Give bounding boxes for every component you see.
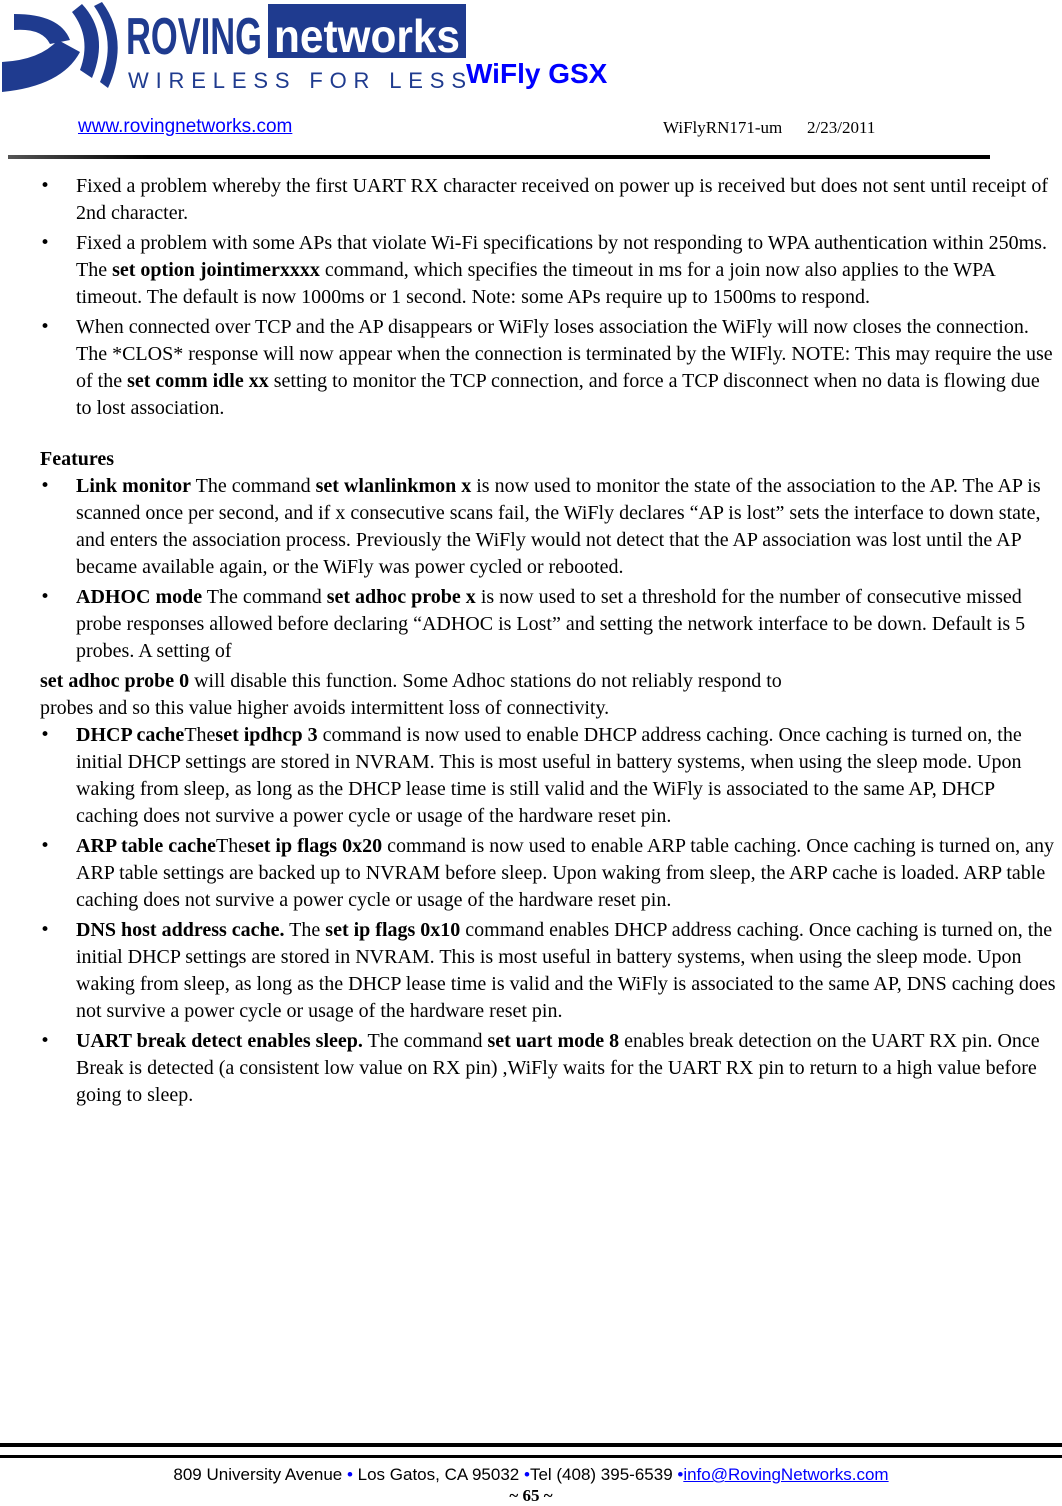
footer-divider-secondary bbox=[0, 1455, 1062, 1458]
feature-text: The bbox=[215, 835, 248, 857]
feature-item bbox=[40, 833, 1058, 914]
feature-item bbox=[40, 722, 1058, 830]
feature-text: is now used to set a threshold for the number of consecutive missed probe responses allowed before declaring “ADHOC is Lost” and setting the network interface to be down. Default is 5 probes. A setting of bbox=[76, 586, 1026, 662]
feature-list bbox=[40, 473, 1058, 665]
feature-title: DNS host address cache. bbox=[76, 919, 285, 941]
feature-text: command is now used to enable DHCP address caching. Once caching is turned on, the initial DHCP settings are stored in NVRAM. This is most useful in battery systems, when using the sleep mode. Upon waking from sleep, as long as the DHCP lease time is still valid and the WiFly is associated to the same AP, DHCP caching does not survive a power cycle or usage of the hardware reset pin. bbox=[76, 724, 1022, 827]
fix-text: Fixed a problem with some APs that violate Wi-Fi specifications by not responding to WPA authentication within 250ms. The bbox=[76, 232, 1047, 281]
feature-list-continued bbox=[40, 722, 1058, 1109]
fix-text: When connected over TCP and the AP disappears or WiFly loses association the WiFly will now closes the connection. The *CLOS* response will now appear when the connection is terminated by the WIFly. NOTE: This may require the use of the bbox=[76, 316, 1053, 392]
command-text: set uart mode 8 bbox=[487, 1030, 620, 1052]
footer-phone: Tel (408) 395-6539 bbox=[529, 1465, 678, 1484]
command-text: set adhoc probe x bbox=[326, 586, 476, 608]
fix-list bbox=[40, 173, 1058, 422]
logo-tagline: WIRELESS FOR LESS bbox=[128, 68, 466, 93]
feature-title: DHCP cache bbox=[76, 724, 185, 746]
command-text: set ipdhcp 3 bbox=[215, 724, 318, 746]
document-id: WiFlyRN171-um bbox=[663, 118, 783, 137]
feature-item bbox=[40, 1028, 1058, 1109]
list-item bbox=[40, 314, 1058, 422]
footer-city: Los Gatos, CA 95032 bbox=[352, 1465, 524, 1484]
feature-text: enables break detection on the UART RX pin. Once Break is detected (a consistent low value on RX pin) ,WiFly waits for the UART RX pin to return to a high value before going to sleep. bbox=[76, 1030, 1040, 1106]
features-heading: Features bbox=[40, 448, 115, 470]
feature-text: The command bbox=[191, 475, 316, 497]
command-text: set ip flags 0x10 bbox=[325, 919, 461, 941]
roving-networks-logo bbox=[0, 0, 470, 96]
feature-title: ARP table cache bbox=[76, 835, 216, 857]
product-title: WiFly GSX bbox=[466, 58, 608, 89]
bullet-separator: • bbox=[346, 1465, 353, 1484]
feature-text: is now used to monitor the state of the association to the AP. The AP is scanned once per second, and if x consecutive scans fail, the WiFly declares “AP is lost” sets the interface to down state, and enters the association process. Previously the WiFly would not detect that the AP association was lost until the AP became available again, or the WiFly was power cycled or rebooted. bbox=[76, 475, 1041, 578]
footer-address: 809 University Avenue bbox=[173, 1465, 347, 1484]
feature-text: command is now used to enable ARP table caching. Once caching is turned on, any ARP table settings are backed up to NVRAM before sleep. Upon waking from sleep, the ARP cache is loaded. ARP table caching does not survive a power cycle or usage of the hardware reset pin. bbox=[76, 835, 1054, 911]
page-number: ~ 65 ~ bbox=[509, 1486, 553, 1505]
header-divider bbox=[8, 155, 990, 159]
fix-text: command, which specifies the timeout in ms for a join now also applies to the WPA timeout. The default is now 1000ms or 1 second. Note: some APs require up to 1500ms to respond. bbox=[76, 259, 995, 308]
footer-email-link[interactable]: info@RovingNetworks.com bbox=[683, 1465, 889, 1484]
list-item bbox=[40, 173, 1058, 227]
feature-text: The command bbox=[202, 586, 327, 608]
command-text: set ip flags 0x20 bbox=[247, 835, 383, 857]
bullet-separator: • bbox=[523, 1465, 530, 1484]
list-item bbox=[40, 230, 1058, 311]
fix-text: setting to monitor the TCP connection, and force a TCP disconnect when no data is flowing due to lost association. bbox=[76, 370, 1040, 419]
footer-contact bbox=[0, 1465, 1062, 1485]
feature-text: The bbox=[184, 724, 216, 746]
page-content bbox=[40, 173, 1058, 1112]
footer-divider bbox=[0, 1443, 1062, 1447]
feature-continuation-text: probes and so this value higher avoids intermittent loss of connectivity. bbox=[40, 697, 610, 719]
feature-title: Link monitor bbox=[76, 475, 192, 497]
command-text: set adhoc probe 0 bbox=[40, 670, 190, 692]
feature-title: ADHOC mode bbox=[76, 586, 203, 608]
feature-text: will disable this function. Some Adhoc stations do not reliably respond to bbox=[189, 670, 782, 692]
fix-text: Fixed a problem whereby the first UART RX character received on power up is received but does not sent until receipt of 2nd character. bbox=[76, 175, 1049, 224]
logo-swoosh-icon bbox=[2, 2, 118, 92]
feature-continuation bbox=[40, 668, 1058, 695]
feature-text: The bbox=[284, 919, 326, 941]
command-text: set option jointimerxxxx bbox=[112, 259, 320, 281]
logo-brand-left: ROVING bbox=[126, 8, 262, 66]
bullet-separator: • bbox=[677, 1465, 684, 1484]
feature-item bbox=[40, 473, 1058, 581]
feature-text: The command bbox=[362, 1030, 488, 1052]
website-link[interactable]: www.rovingnetworks.com bbox=[78, 116, 293, 137]
command-text: set wlanlinkmon x bbox=[315, 475, 472, 497]
feature-title: UART break detect enables sleep. bbox=[76, 1030, 363, 1052]
command-text: set comm idle xx bbox=[127, 370, 269, 392]
document-date: 2/23/2011 bbox=[807, 118, 876, 137]
logo-brand-right: networks bbox=[274, 10, 460, 62]
feature-item bbox=[40, 917, 1058, 1025]
feature-item bbox=[40, 584, 1058, 665]
feature-text: command enables DHCP address caching. Once caching is turned on, the initial DHCP settings are stored in NVRAM. This is most useful in battery systems, when using the sleep mode. Upon waking from sleep, as long as the DHCP lease time is valid and the WiFly is associated to the same AP, DNS caching does not survive a power cycle or usage of the hardware reset pin. bbox=[76, 919, 1056, 1022]
